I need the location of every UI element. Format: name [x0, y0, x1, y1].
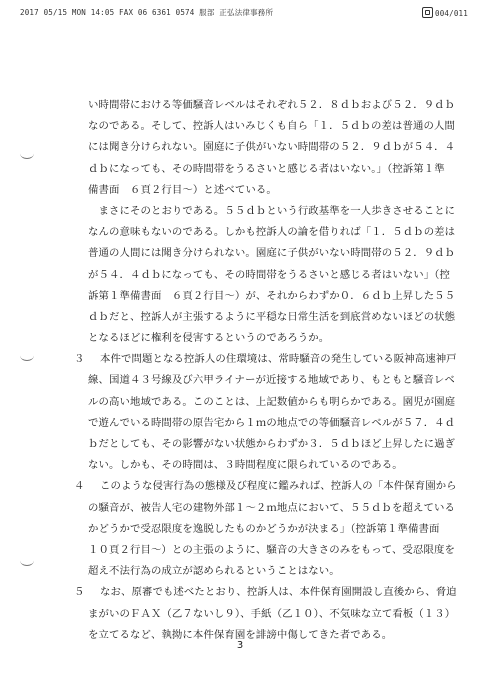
text-line: １０頁２行目〜）との主張のように、騒音の大きさのみをもって、受忍限度を [88, 543, 455, 556]
item-5 [74, 582, 457, 646]
document-body [74, 95, 457, 646]
paragraph-1 [88, 95, 456, 201]
punch-hole-mark [20, 555, 34, 566]
punch-hole-mark [20, 148, 34, 159]
fax-page-counter [422, 7, 468, 18]
item-number: ３ [74, 353, 85, 366]
item-number: ４ [74, 480, 85, 493]
text-line: 線、国道４３号線及び六甲ライナーが近接する地域であり、もともと騒音レベ [88, 374, 455, 387]
text-line: まさにそのとおりである。５５ｄｂという行政基準を一人歩きさせることに [98, 204, 456, 217]
text-line: ｄｂになっても、その時間帯をうるさいと感じる者はいない。」（控訴第１準 [88, 162, 445, 175]
text-line: なのである。そして、控訴人はいみじくも自ら「１．５ｄｂの差は普通の人間 [88, 120, 455, 133]
text-line: 普通の人間には聞き分けられない。園庭に子供がいない時間帯の５２．９ｄｂ [88, 247, 456, 260]
text-line: 本件で問題となる控訴人の住環境は、常時騒音の発生している阪神高速神戸 [100, 353, 457, 366]
text-line: となるほどに権利を侵害するというのであろうか。 [88, 332, 330, 345]
fax-page-icon [422, 7, 433, 18]
text-line: い時間帯における等価騒音レベルはそれぞれ５２．８ｄｂおよび５２．９ｄｂ [88, 99, 456, 111]
text-line: ｂだとしても、その影響がない状態からわずか３．５ｄｂほど上昇したに過ぎ [88, 438, 456, 450]
text-line: なお、原審でも述べたとおり、控訴人は、本件保育園開設し直後から、脅迫 [100, 586, 457, 599]
text-line: には聞き分けられない。園庭に子供がいない時間帯の５２．９ｄｂが５４．４ [88, 141, 456, 154]
text-line: ｄｂだと、控訴人が主張するように平穏な日常生活を到底営めないほどの状態 [88, 310, 456, 323]
fax-page-count: 004/011 [434, 9, 468, 18]
item-3 [74, 349, 457, 476]
text-line: かどうかで受忍限度を逸脱したものかどうかが決まる」（控訴第１準備書面 [88, 522, 440, 535]
fax-header-info: 2017 05/15 MON 14:05 FAX 06 6361 0574 服部 正弘法律事務所 [20, 8, 274, 17]
text-line: 備書面 ６頁２行目〜）と述べている。 [88, 183, 277, 196]
text-line: ない。しかも、その時間は、３時間程度に限られているのである。 [88, 459, 403, 472]
text-line: を立てるなど、執拗に本件保育園を誹謗中傷してきた者である。 [88, 628, 393, 641]
text-line: の騒音が、被告人宅の建物外部１〜２ｍ地点において、５５ｄｂを超えている [88, 501, 455, 514]
paragraph-2 [88, 201, 456, 349]
text-line: で遊んでいる時間帯の原告宅から１ｍの地点での等価騒音レベルが５７．４ｄ [88, 416, 456, 429]
text-line: このような侵害行為の態様及び程度に鑑みれば、控訴人の「本件保育園から [100, 480, 457, 493]
text-line: まがいのＦＡＸ（乙７ないし９）、手紙（乙１０）、不気味な立て看板（１３） [88, 607, 456, 620]
text-line: 訴第１準備書面 ６頁２行目〜）が、それからわずか０．６ｄｂ上昇した５５ [88, 289, 456, 302]
page-number: 3 [236, 640, 244, 651]
text-line: 超え不法行為の成立が認められるということはない。 [88, 565, 340, 578]
punch-hole-mark [20, 350, 34, 361]
text-line: なんの意味もないのである。しかも控訴人の論を借りれば「１．５ｄｂの差は [88, 226, 456, 239]
item-4 [74, 476, 457, 582]
text-line: が５４．４ｄｂになっても、その時間帯をうるさいと感じる者はいない」（控 [88, 268, 450, 281]
item-number: ５ [74, 586, 85, 599]
text-line: ルの高い地域である。このことは、上記数値からも明らかである。園児が園庭 [88, 395, 456, 408]
fax-header [20, 7, 468, 19]
